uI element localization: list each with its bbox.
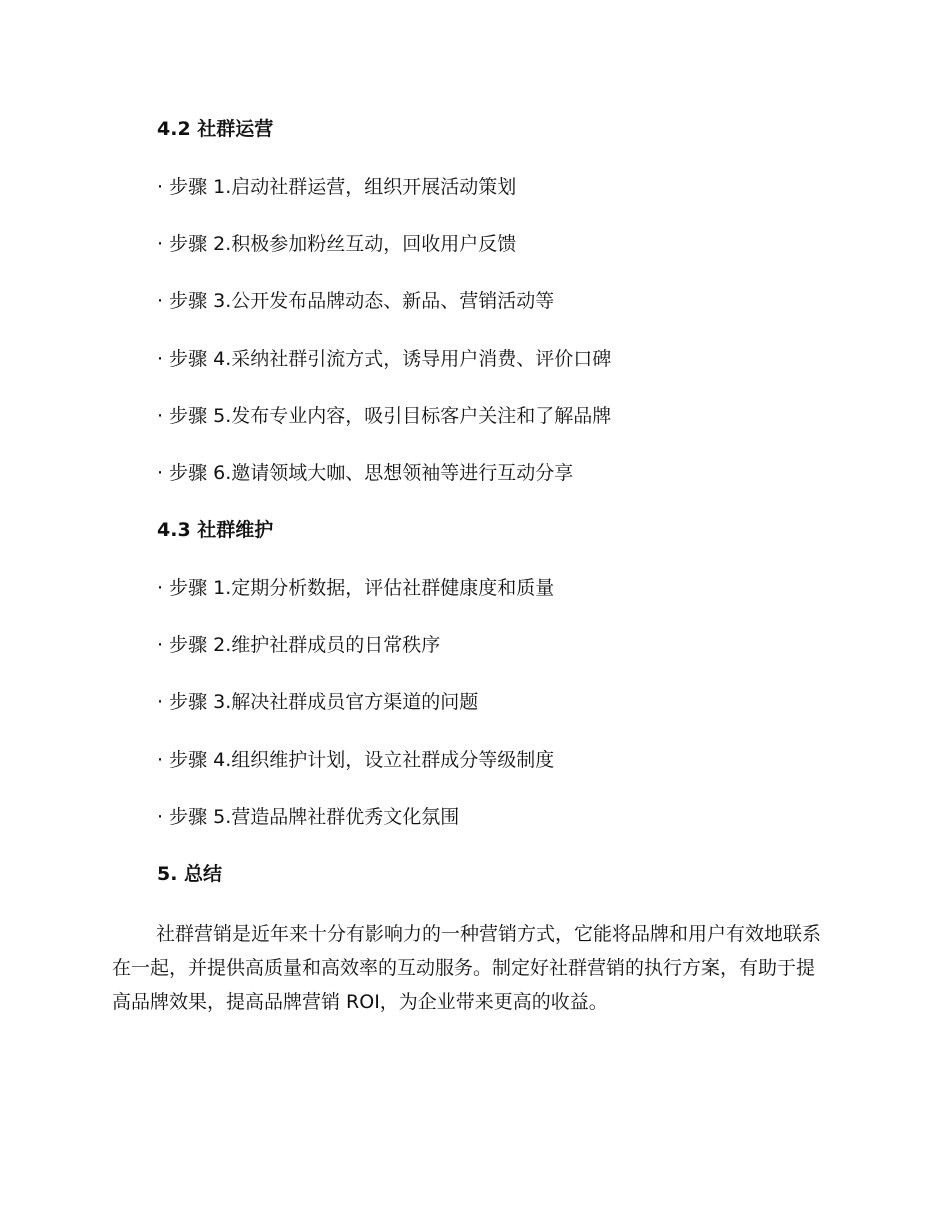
section-5-heading: 5. 总结 <box>157 863 223 885</box>
list-item: · 步骤 4.采纳社群引流方式，诱导用户消费、评价口碑 <box>157 348 612 370</box>
list-item: · 步骤 2.积极参加粉丝互动，回收用户反馈 <box>157 233 517 255</box>
list-item: · 步骤 2.维护社群成员的日常秩序 <box>157 634 441 656</box>
list-item: · 步骤 4.组织维护计划，设立社群成分等级制度 <box>157 749 555 771</box>
list-item: · 步骤 5.发布专业内容，吸引目标客户关注和了解品牌 <box>157 405 612 427</box>
section-4-2-heading: 4.2 社群运营 <box>157 118 274 140</box>
list-item: · 步骤 3.解决社群成员官方渠道的问题 <box>157 691 479 713</box>
list-item: · 步骤 3.公开发布品牌动态、新品、营销活动等 <box>157 290 555 312</box>
list-item: · 步骤 1.定期分析数据，评估社群健康度和质量 <box>157 577 555 599</box>
summary-paragraph: 社群营销是近年来十分有影响力的一种营销方式，它能将品牌和用户有效地联系在一起，并提供高质量和高效率的互动服务。制定好社群营销的执行方案，有助于提高品牌效果，提高品牌营销 ROI，为企业带来更高的收益。 <box>112 923 822 1013</box>
list-item: · 步骤 5.营造品牌社群优秀文化氛围 <box>157 806 460 828</box>
summary-block <box>112 917 832 1019</box>
list-item: · 步骤 1.启动社群运营，组织开展活动策划 <box>157 176 517 198</box>
section-4-3-heading: 4.3 社群维护 <box>157 519 274 541</box>
list-item: · 步骤 6.邀请领域大咖、思想领袖等进行互动分享 <box>157 462 574 484</box>
